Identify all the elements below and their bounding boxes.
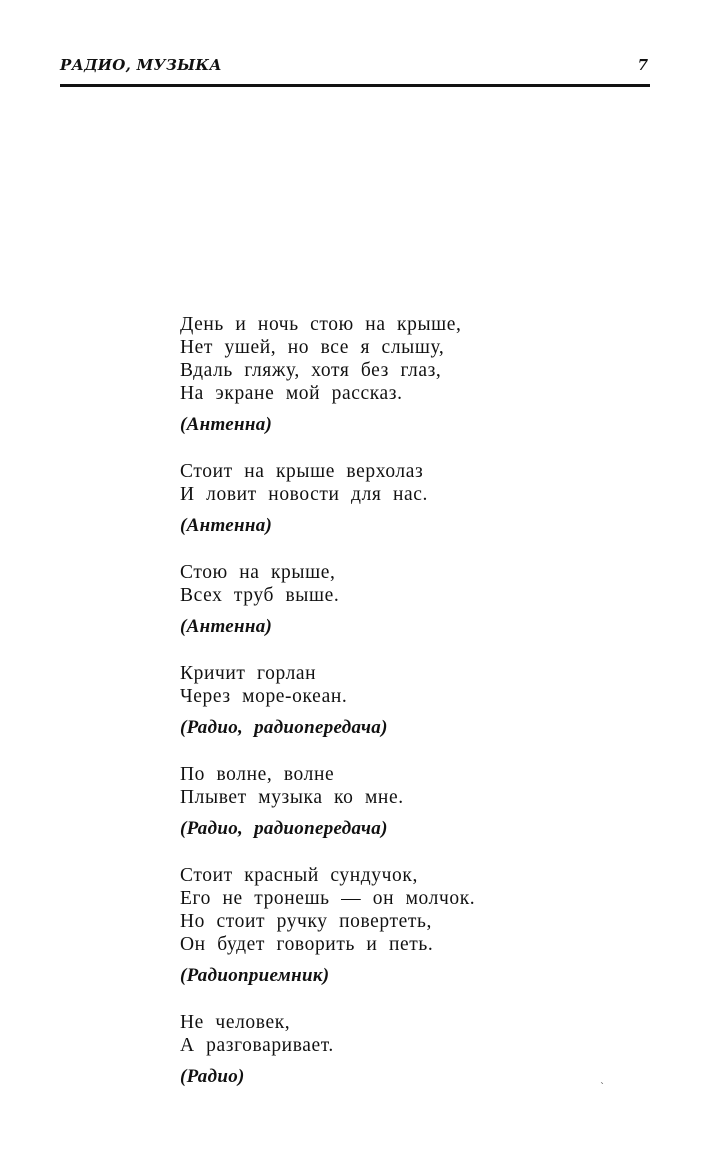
running-head-title: РАДИО, МУЗЫКА (60, 56, 222, 74)
page-header (60, 56, 652, 90)
riddle-line: На экране мой рассказ. (180, 383, 403, 404)
riddle-block (180, 864, 600, 987)
page-number: 7 (637, 56, 648, 74)
riddle-line: Через море-океан. (180, 686, 348, 707)
riddles-list (180, 313, 600, 1112)
riddle-line: А разговаривает. (180, 1035, 334, 1056)
riddle-answer: (Антенна) (180, 414, 273, 435)
riddle-block (180, 460, 600, 537)
riddle-answer: (Радио, радиопередача) (180, 818, 388, 839)
riddle-answer: (Антенна) (180, 616, 273, 637)
print-speck: ˋ (600, 1082, 605, 1093)
riddle-line: И ловит новости для нас. (180, 484, 428, 505)
riddle-block (180, 1011, 600, 1088)
riddle-line: Всех труб выше. (180, 585, 340, 606)
riddle-block (180, 763, 600, 840)
riddle-line: Стоит на крыше верхолаз (180, 461, 424, 482)
riddle-line: Его не тронешь — он молчок. (180, 888, 476, 909)
riddle-line: День и ночь стою на крыше, (180, 314, 462, 335)
riddle-line: Кричит горлан (180, 663, 317, 684)
riddle-line: Он будет говорить и петь. (180, 934, 434, 955)
riddle-line: Не человек, (180, 1012, 291, 1033)
riddle-answer: (Радио, радиопередача) (180, 717, 388, 738)
riddle-line: По волне, волне (180, 764, 335, 785)
riddle-block (180, 561, 600, 638)
riddle-block (180, 662, 600, 739)
riddle-answer: (Антенна) (180, 515, 273, 536)
riddle-line: Стоит красный сундучок, (180, 865, 418, 886)
riddle-line: Стою на крыше, (180, 562, 336, 583)
riddle-line: Но стоит ручку повертеть, (180, 911, 432, 932)
riddle-line: Вдаль гляжу, хотя без глаз, (180, 360, 442, 381)
riddle-answer: (Радио) (180, 1066, 245, 1087)
riddle-block (180, 313, 600, 436)
header-rule (60, 84, 650, 87)
riddle-line: Плывет музыка ко мне. (180, 787, 404, 808)
riddle-line: Нет ушей, но все я слышу, (180, 337, 445, 358)
riddle-answer: (Радиоприемник) (180, 965, 330, 986)
